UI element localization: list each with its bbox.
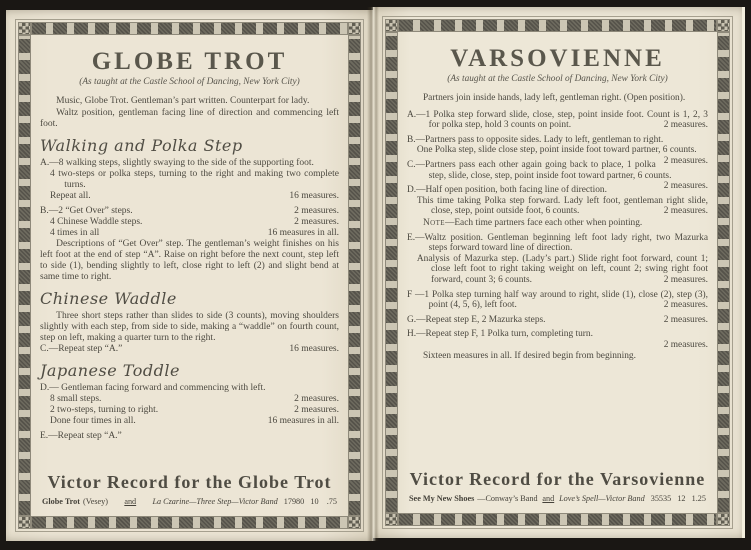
record-artist: —Conway’s Band (477, 494, 538, 503)
border-corner (348, 22, 361, 35)
paragraph: Sixteen measures in all. If desired begin from beginning. (422, 351, 636, 362)
border-right-strip (717, 32, 730, 513)
record-conjunction: and (542, 494, 555, 503)
measure-value: 2 measures. (294, 405, 339, 416)
step-row: E.—Repeat step “A.” (40, 431, 122, 442)
step-row: D.—Half open position, both facing line of direction. (407, 185, 607, 196)
dance-steps (40, 137, 339, 442)
step-row: Analysis of Mazurka step. (Lady’s part.) Slide right foot forward, count 1; close left foot to right taking weight on left, count 2; swing right foot forward, count 3; 6 counts. 2 measures. (416, 253, 708, 285)
border-corner (717, 513, 730, 526)
page-subtitle: (As taught at the Castle School of Dancing, New York City) (447, 74, 668, 84)
record-conjunction: and (124, 497, 137, 506)
step-row: F —1 Polka step turning half way around to right, slide (1), close (2), step (3), point (4, 5, 6), left foot. 2 measures. (407, 289, 708, 311)
record-bside: La Czarine—Three Step—Victor Band (152, 497, 278, 506)
step-row: E.—Waltz position. Gentleman beginning left foot lady right, two Mazurka steps forward toward line of direction. (407, 232, 708, 254)
border-bottom-strip (31, 516, 348, 529)
record-bside: Love’s Spell—Victor Band (559, 494, 645, 503)
step-row: 4 times in all 16 measures in all. (49, 227, 339, 238)
paragraph: Three short steps rather than slides to side (3 counts), moving shoulders slightly with each step, from side to side, making a “waddle” on fourth count, step on left, making a quarter turn to the right. (40, 311, 339, 344)
border-top-strip (31, 22, 348, 35)
border-top-strip (398, 19, 717, 32)
step-row: B.—Partners pass to opposite sides. Lady to left, gentleman to right. (407, 134, 664, 145)
page-title: VARSOVIENNE (450, 45, 665, 72)
measure-value: 2 measures. (663, 314, 708, 325)
measure-value: 2 measures. (663, 120, 708, 131)
step-row: A.—1 Polka step forward slide, close, step, point inside foot. Count is 1, 2, 3 for polka step, hold 3 counts on point. 2 measures. (407, 109, 708, 131)
record-catalog-numbers: 35535 12 1.25 (650, 494, 706, 503)
step-row: 8 small steps. 2 measures. (49, 394, 339, 405)
border-right-strip (348, 35, 361, 516)
border-bottom-strip (398, 513, 717, 526)
measure-value: 2 measures. (663, 181, 708, 192)
step-row: 4 two-steps or polka steps, turning to the right and making two complete turns. (49, 169, 339, 190)
page-title: GLOBE TROT (91, 48, 288, 75)
border-left-strip (18, 35, 31, 516)
measure-value: 2 measures. (294, 394, 339, 405)
intro-paragraphs (40, 96, 339, 130)
victor-record-footer (407, 470, 708, 503)
border-corner (385, 19, 398, 32)
page-subtitle: (As taught at the Castle School of Dancing, New York City) (79, 77, 300, 87)
measure-value: 16 measures in all. (267, 416, 339, 427)
measure-value: 16 measures. (289, 344, 339, 355)
intro-paragraphs (407, 93, 708, 104)
measure-value: 2 measures. (663, 155, 708, 166)
measure-value: 2 measures. (294, 205, 339, 216)
record-catalog-numbers: 17980 10 .75 (283, 497, 337, 506)
intro-paragraph: Waltz position, gentleman facing line of direction and commencing left foot. (40, 107, 339, 129)
border-corner (18, 22, 31, 35)
page-globe-trot (6, 10, 373, 541)
dance-steps (407, 110, 708, 362)
measure-value: 2 measures. (294, 216, 339, 227)
intro-paragraph: Partners join inside hands, lady left, gentleman right. (Open position). (422, 93, 686, 103)
intro-paragraph: Music, Globe Trot. Gentleman’s part written. Counterpart for lady. (56, 96, 310, 106)
step-row: One Polka step, slide close step, point inside foot toward partner, 6 counts. 2 measures. (416, 145, 708, 166)
step-row: C.—Partners pass each other again going back to place, 1 polka step, slide, close, step, point inside foot toward partner, 6 counts. 2 measures. (407, 159, 708, 192)
step-row: Done four times in all. 16 measures in all. (49, 416, 339, 427)
note-label: Note (422, 217, 445, 228)
section-heading: Japanese Toddle (40, 361, 180, 381)
measure-value: 2 measures. (663, 339, 708, 350)
step-row: A.—8 walking steps, slightly swaying to the side of the supporting foot. (40, 158, 314, 169)
footer-title: Victor Record for the Globe Trot (47, 472, 332, 493)
note-paragraph: Note—Each time partners face each other when pointing. (422, 217, 643, 228)
measure-value: 2 measures. (663, 300, 708, 311)
measure-value: 16 measures in all. (267, 227, 339, 238)
record-listing (407, 494, 708, 503)
step-row: B.—2 “Get Over” steps. 2 measures. (40, 205, 339, 216)
border-corner (18, 516, 31, 529)
record-name: See My New Shoes (409, 494, 475, 503)
border-corner (717, 19, 730, 32)
step-row: G.—Repeat step E, 2 Mazurka steps. 2 measures. (407, 314, 708, 325)
step-row: D.— Gentleman facing forward and commencing with left. (40, 383, 266, 394)
record-artist: (Vesey) (82, 497, 108, 506)
measure-value: 16 measures. (289, 190, 339, 201)
step-row: H.—Repeat step F, 1 Polka turn, completing turn. 2 measures. (407, 329, 708, 350)
step-row: 2 two-steps, turning to right. 2 measures. (49, 405, 339, 416)
section-heading: Chinese Waddle (40, 289, 177, 309)
paragraph: Descriptions of “Get Over” step. The gentleman’s weight finishes on his left foot at the end of step “A”. Raise on right before the next count, step left to side (1), bending slightly to left, close right to left (2) and slight bend at same time to right. (40, 239, 339, 283)
border-corner (385, 513, 398, 526)
measure-value: 2 measures. (663, 274, 708, 285)
victor-record-footer (40, 473, 339, 506)
border-left-strip (385, 32, 398, 513)
section-heading: Walking and Polka Step (40, 135, 243, 155)
record-name: Globe Trot (42, 497, 80, 506)
step-row: This time taking Polka step forward. Lady left foot, gentleman right slide, close, step, point outside foot, 6 counts. 2 measures. (416, 195, 708, 217)
step-row: 4 Chinese Waddle steps. 2 measures. (49, 216, 339, 227)
step-row: Repeat all. 16 measures. (49, 190, 339, 201)
footer-title: Victor Record for the Varsovienne (409, 469, 706, 490)
page-varsovienne (373, 7, 745, 538)
measure-value: 2 measures. (663, 206, 708, 217)
border-corner (348, 516, 361, 529)
step-row: C.—Repeat step “A.” 16 measures. (40, 344, 339, 355)
record-listing (40, 497, 339, 506)
